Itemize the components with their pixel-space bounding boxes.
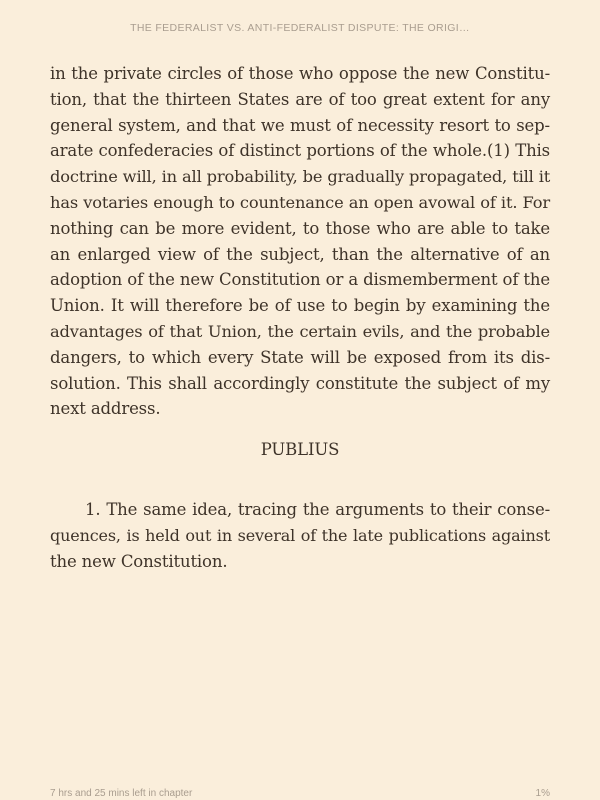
footnote-line: quences, is held out in several of the late publications against xyxy=(50,525,550,545)
text-line: dangers, to which every State will be exposed from its dis- xyxy=(50,347,550,367)
text-line: general system, and that we must of necessity resort to sep- xyxy=(50,115,550,135)
text-line: adoption of the new Constitution or a dismemberment of the xyxy=(50,270,550,290)
text-line: an enlarged view of the subject, than the alternative of an xyxy=(50,244,550,264)
text-line: in the private circles of those who oppose the new Constitu- xyxy=(50,64,550,83)
text-line: next address. xyxy=(50,399,161,419)
text-line: advantages of that Union, the certain evils, and the probable xyxy=(50,321,550,341)
text-line: has votaries enough to countenance an open avowal of it. For xyxy=(50,192,550,212)
time-left-in-chapter: 7 hrs and 25 mins left in chapter xyxy=(50,788,193,799)
text-line: nothing can be more evident, to those who are able to take xyxy=(50,218,550,238)
footnote-paragraph xyxy=(50,497,550,574)
text-line: tion, that the thirteen States are of too great extent for any xyxy=(50,89,550,109)
signature-publius: PUBLIUS xyxy=(260,440,340,460)
footnote-line: 1. The same idea, tracing the arguments to their conse- xyxy=(85,499,550,519)
text-line: Union. It will therefore be of use to begin by examining the xyxy=(50,296,550,316)
progress-percent: 1% xyxy=(535,788,550,799)
text-line: arate confederacies of distinct portions of the whole.(1) This xyxy=(50,141,550,161)
text-line: solution. This shall accordingly constitute the subject of my xyxy=(50,373,550,393)
footnote-line: the new Constitution. xyxy=(50,551,228,571)
reading-page[interactable] xyxy=(50,61,550,574)
body-paragraph xyxy=(50,61,550,422)
text-line: doctrine will, in all probability, be gradually propagated, till it xyxy=(50,167,551,187)
chapter-title-header: THE FEDERALIST VS. ANTI-FEDERALIST DISPUTE: THE ORIGI… xyxy=(130,22,470,34)
